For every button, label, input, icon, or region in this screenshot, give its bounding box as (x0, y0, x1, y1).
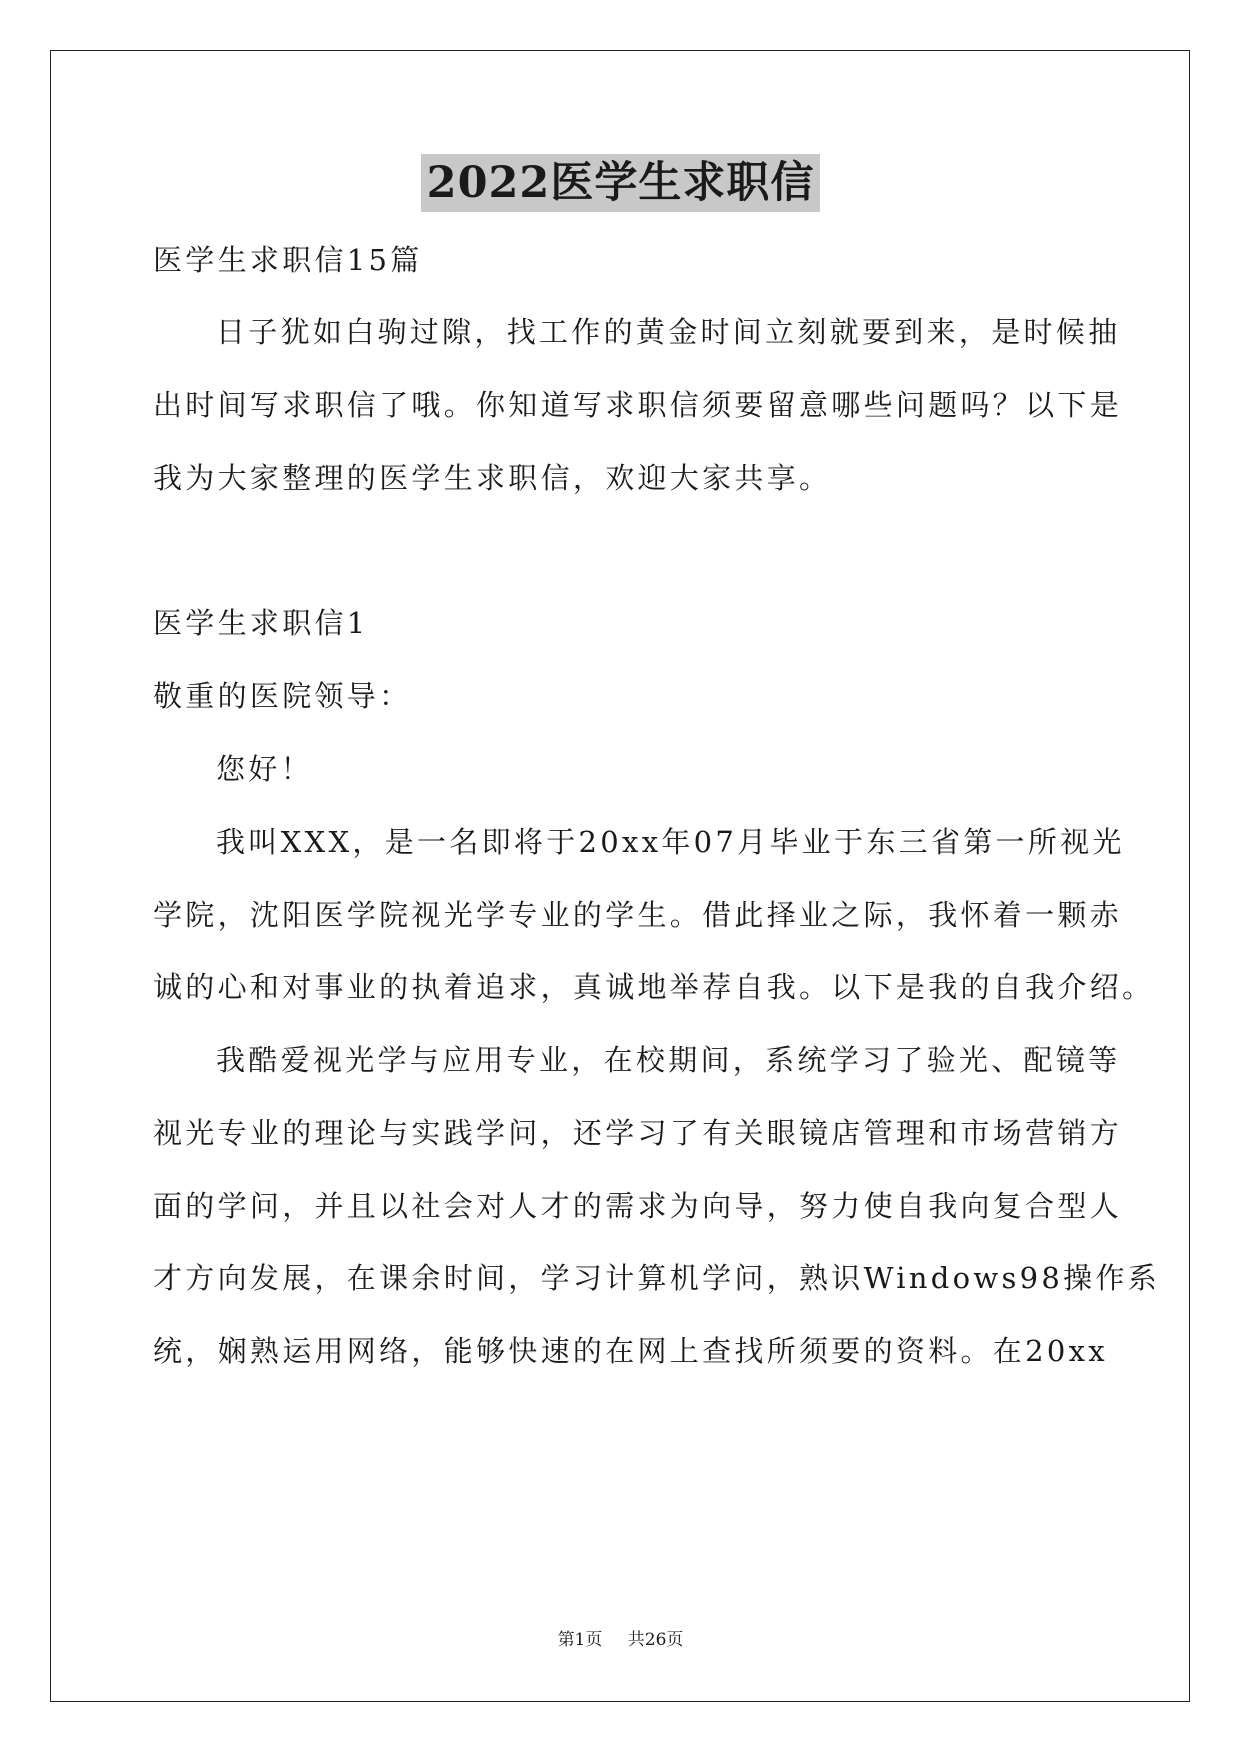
total-pages-indicator: 共26页 (627, 1630, 684, 1650)
intro-line-1: 日子犹如白驹过隙，找工作的黄金时间立刻就要到来，是时候抽 (216, 315, 1121, 349)
body-line-3: 诚的心和对事业的执着追求，真诚地举荐自我。以下是我的自我介绍。 (153, 970, 1155, 1004)
body-line-8: 统，娴熟运用网络，能够快速的在网上查找所须要的资料。在20xx (153, 1334, 1108, 1368)
intro-line-2: 出时间写求职信了哦。你知道写求职信须要留意哪些问题吗？以下是 (153, 388, 1123, 422)
body-line-6: 面的学问，并且以社会对人才的需求为向导，努力使自我向复合型人 (153, 1189, 1123, 1223)
document-title-text: 2022医学生求职信 (421, 154, 821, 212)
page-border (50, 50, 1190, 1702)
body-line-7: 才方向发展，在课余时间，学习计算机学问，熟识Windows98操作系 (153, 1261, 1161, 1295)
body-line-4: 我酷爱视光学与应用专业，在校期间，系统学习了验光、配镜等 (216, 1043, 1121, 1077)
salutation: 敬重的医院领导： (153, 679, 412, 713)
current-page-indicator: 第1页 (557, 1630, 603, 1650)
intro-line-3: 我为大家整理的医学生求职信，欢迎大家共享。 (153, 461, 832, 495)
greeting: 您好！ (216, 752, 313, 786)
section-heading: 医学生求职信1 (153, 606, 369, 640)
body-line-1: 我叫XXX，是一名即将于20xx年07月毕业于东三省第一所视光 (216, 825, 1125, 859)
body-line-2: 学院，沈阳医学院视光学专业的学生。借此择业之际，我怀着一颗赤 (153, 898, 1123, 932)
body-line-5: 视光专业的理论与实践学问，还学习了有关眼镜店管理和市场营销方 (153, 1116, 1123, 1150)
document-title (0, 154, 1241, 214)
page-footer (0, 1628, 1241, 1652)
subtitle: 医学生求职信15篇 (153, 243, 423, 277)
